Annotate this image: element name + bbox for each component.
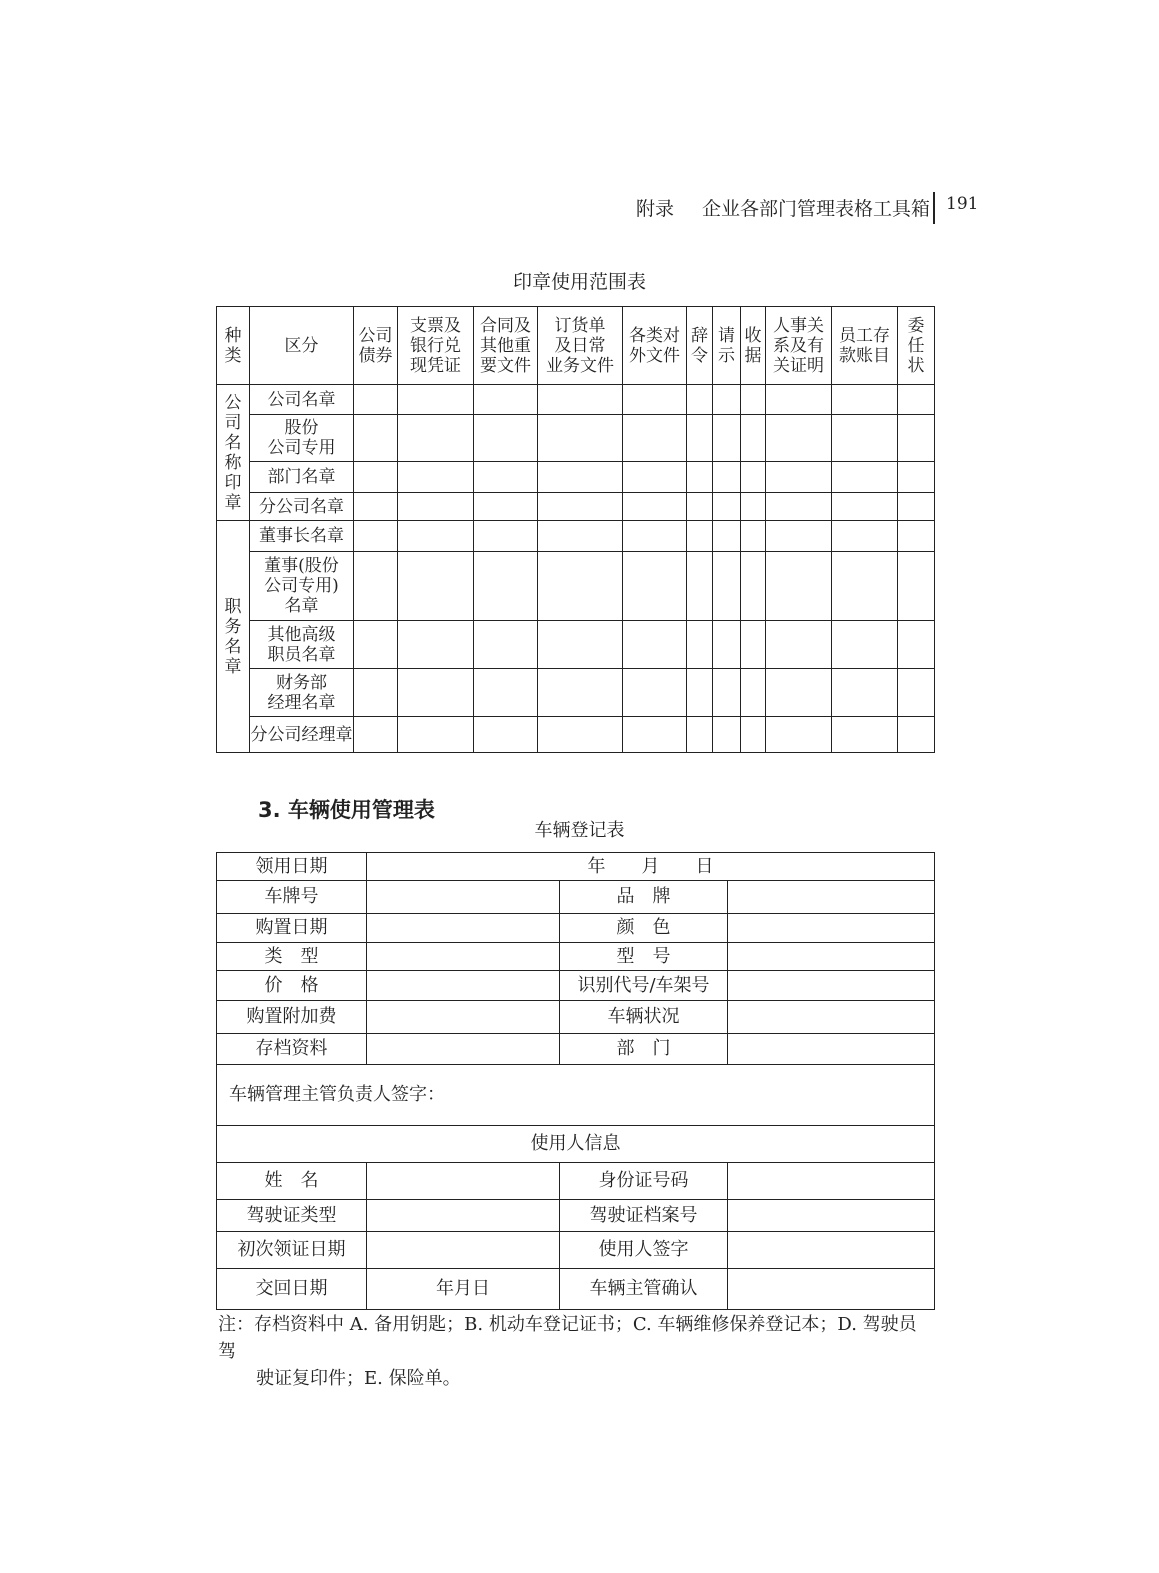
header-usage: 辞 令 — [687, 307, 713, 385]
user-info-heading: 使用人信息 — [217, 1126, 935, 1163]
field-value[interactable] — [367, 1163, 560, 1200]
header-usage: 委 任 状 — [898, 307, 935, 385]
header-usage: 公司 债券 — [354, 307, 398, 385]
header-usage: 员工存 款账目 — [832, 307, 898, 385]
page-number: 191 — [946, 194, 979, 214]
table-row — [217, 1001, 935, 1034]
field-label: 车辆状况 — [560, 1001, 728, 1034]
field-label: 识别代号/车架号 — [560, 971, 728, 1001]
row-label: 部门名章 — [250, 462, 354, 493]
table-row — [217, 552, 935, 621]
field-value[interactable] — [728, 1034, 935, 1065]
field-label: 类 型 — [217, 943, 367, 971]
field-value[interactable] — [728, 914, 935, 943]
table-row — [217, 853, 935, 881]
table-row — [217, 881, 935, 914]
field-value[interactable] — [367, 881, 560, 914]
field-label: 车辆主管确认 — [560, 1269, 728, 1310]
row-label: 其他高级 职员名章 — [250, 621, 354, 669]
note-line: 注：存档资料中 A. 备用钥匙；B. 机动车登记证书；C. 车辆维修保养登记本；D. 驾驶员 驾 — [218, 1314, 917, 1362]
field-label: 价 格 — [217, 971, 367, 1001]
header-usage: 订货单 及日常 业务文件 — [538, 307, 623, 385]
field-value[interactable] — [367, 1232, 560, 1269]
field-value[interactable] — [367, 914, 560, 943]
table-row — [217, 493, 935, 521]
table-row — [217, 914, 935, 943]
field-label: 存档资料 — [217, 1034, 367, 1065]
field-value[interactable] — [728, 1269, 935, 1310]
field-value[interactable] — [367, 943, 560, 971]
row-label: 董事长名章 — [250, 521, 354, 552]
table-row — [217, 971, 935, 1001]
field-value[interactable] — [728, 1163, 935, 1200]
row-label: 公司名章 — [250, 385, 354, 415]
field-value[interactable] — [728, 943, 935, 971]
table-row — [217, 1034, 935, 1065]
field-label: 姓 名 — [217, 1163, 367, 1200]
group-position-seal: 职 务 名 章 — [217, 521, 250, 753]
table-row — [217, 1269, 935, 1310]
table-row — [217, 1163, 935, 1200]
date-field[interactable]: 年 月 日 — [367, 853, 935, 881]
field-label: 使用人签字 — [560, 1232, 728, 1269]
table-row — [217, 521, 935, 552]
field-label: 身份证号码 — [560, 1163, 728, 1200]
table-row — [217, 415, 935, 462]
table-row — [217, 462, 935, 493]
field-label: 驾驶证档案号 — [560, 1200, 728, 1232]
field-value[interactable] — [728, 1200, 935, 1232]
field-label: 购置日期 — [217, 914, 367, 943]
running-head — [620, 192, 1000, 226]
field-value[interactable] — [728, 1232, 935, 1269]
table-note — [218, 1311, 938, 1392]
field-label: 颜 色 — [560, 914, 728, 943]
header-usage: 收 据 — [741, 307, 766, 385]
field-label: 驾驶证类型 — [217, 1200, 367, 1232]
table-row — [217, 717, 935, 753]
table-row — [217, 1232, 935, 1269]
header-section: 附录 — [636, 198, 675, 220]
field-label: 领用日期 — [217, 853, 367, 881]
seal-usage-table — [216, 306, 935, 753]
field-value[interactable] — [367, 1001, 560, 1034]
header-usage: 人事关 系及有 关证明 — [766, 307, 832, 385]
field-value[interactable] — [728, 881, 935, 914]
table-row — [217, 385, 935, 415]
field-label: 部 门 — [560, 1034, 728, 1065]
return-date-field[interactable]: 年月日 — [367, 1269, 560, 1310]
seal-table-title: 印章使用范围表 — [512, 271, 646, 293]
header-usage: 合同及 其他重 要文件 — [474, 307, 538, 385]
vehicle-registration-table — [216, 852, 935, 1310]
table-row — [217, 621, 935, 669]
supervisor-signature-field[interactable]: 车辆管理主管负责人签字： — [217, 1065, 935, 1126]
row-label: 董事(股份 公司专用) 名章 — [250, 552, 354, 621]
table-row — [217, 1126, 935, 1163]
header-usage: 请 示 — [713, 307, 741, 385]
field-value[interactable] — [367, 971, 560, 1001]
header-usage: 各类对 外文件 — [623, 307, 687, 385]
header-title: 企业各部门管理表格工具箱 — [702, 198, 931, 220]
table-row — [217, 669, 935, 717]
section-heading: 3. 车辆使用管理表 — [258, 798, 435, 822]
header-divider — [933, 192, 935, 224]
vehicle-table-title: 车辆登记表 — [534, 820, 625, 841]
field-label: 交回日期 — [217, 1269, 367, 1310]
header-category: 区分 — [250, 307, 354, 385]
row-label: 分公司经理章 — [250, 717, 354, 753]
seal-table-header-row — [217, 307, 935, 385]
table-row — [217, 1200, 935, 1232]
table-row — [217, 1065, 935, 1126]
row-label: 财务部 经理名章 — [250, 669, 354, 717]
field-label: 购置附加费 — [217, 1001, 367, 1034]
field-value[interactable] — [728, 1001, 935, 1034]
field-label: 品 牌 — [560, 881, 728, 914]
field-value[interactable] — [728, 971, 935, 1001]
table-row — [217, 943, 935, 971]
row-label: 分公司名章 — [250, 493, 354, 521]
note-line: 驶证复印件；E. 保险单。 — [256, 1368, 461, 1389]
field-label: 型 号 — [560, 943, 728, 971]
field-value[interactable] — [367, 1200, 560, 1232]
field-value[interactable] — [367, 1034, 560, 1065]
group-company-seal: 公 司 名 称 印 章 — [217, 385, 250, 521]
header-kind: 种 类 — [217, 307, 250, 385]
field-label: 车牌号 — [217, 881, 367, 914]
field-label: 初次领证日期 — [217, 1232, 367, 1269]
row-label: 股份 公司专用 — [250, 415, 354, 462]
header-usage: 支票及 银行兑 现凭证 — [398, 307, 474, 385]
